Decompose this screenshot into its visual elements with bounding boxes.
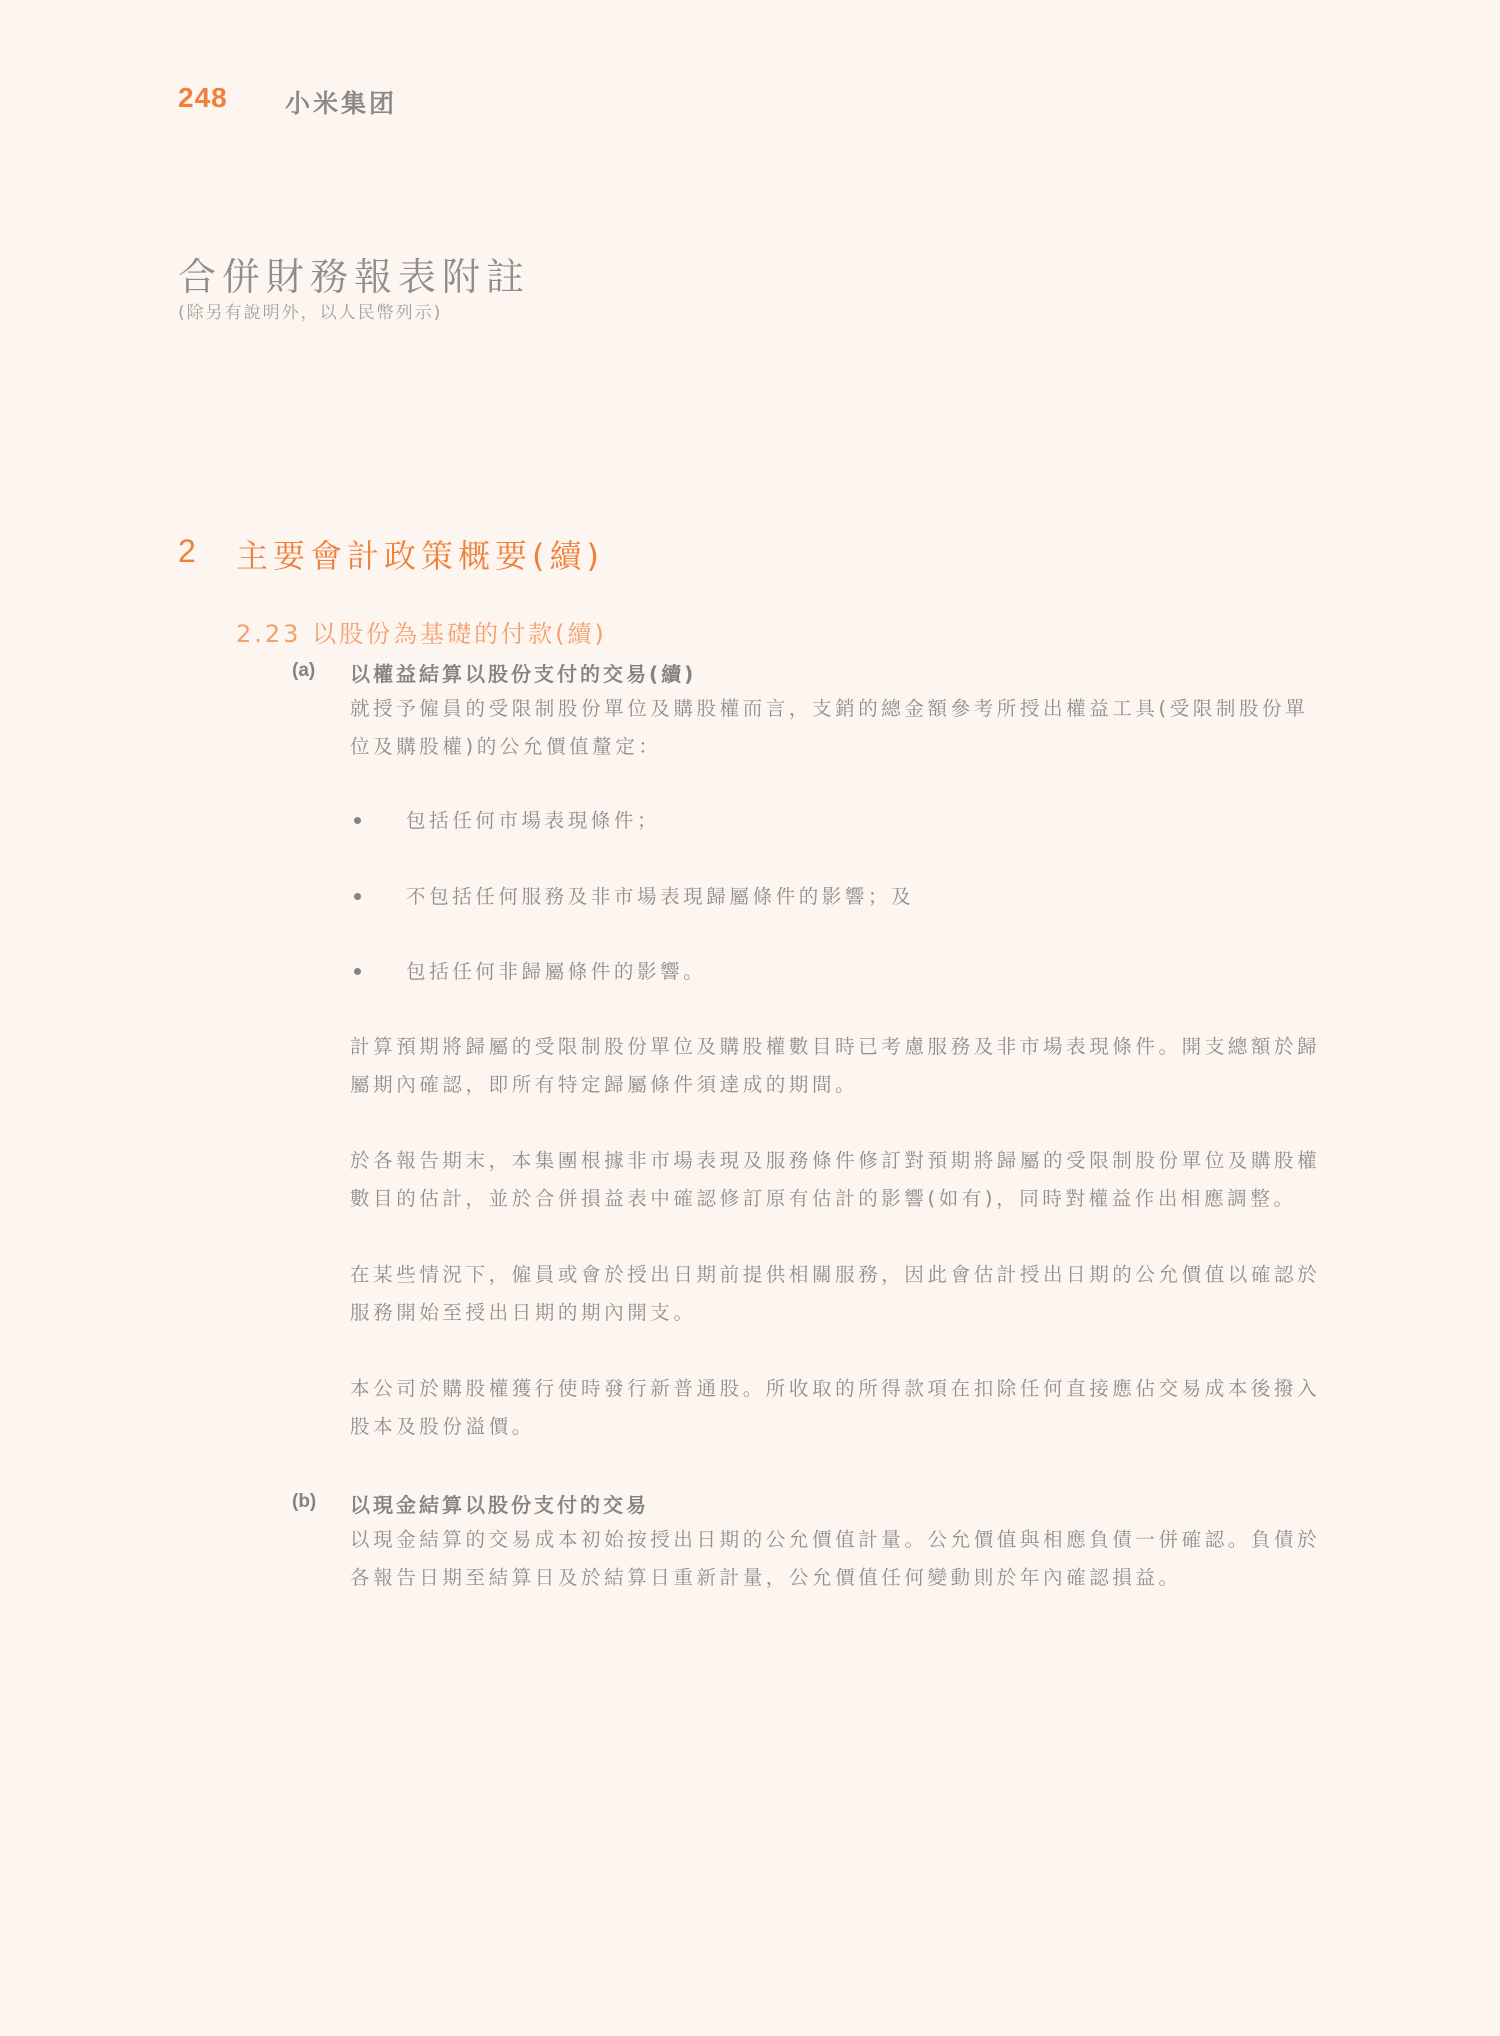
- section-number: 2: [178, 533, 196, 569]
- bullet-icon: [354, 893, 361, 900]
- subsection-title: 2.23 以股份為基礎的付款(續): [236, 620, 607, 648]
- section-title: 主要會計政策概要(續): [236, 537, 604, 575]
- item-a-paragraph-4: 本公司於購股權獲行使時發行新普通股。所收取的所得款項在扣除任何直接應佔交易成本後撥入股本及股份溢價。: [350, 1377, 1321, 1438]
- item-b-marker: (b): [292, 1491, 317, 1512]
- item-b-paragraph-1: 以現金結算的交易成本初始按授出日期的公允價值計量。公允價值與相應負債一併確認。負債於各報告日期至結算日及於結算日重新計量，公允價值任何變動則於年內確認損益。: [350, 1528, 1321, 1589]
- company-name: 小米集团: [285, 89, 398, 118]
- page-number: 248: [178, 82, 228, 113]
- item-b-heading: 以現金結算以股份支付的交易: [350, 1493, 649, 1517]
- item-a-paragraph-3: 在某些情況下，僱員或會於授出日期前提供相關服務，因此會估計授出日期的公允價值以確認於服務開始至授出日期的期內開支。: [350, 1263, 1321, 1324]
- item-a-intro-paragraph: 就授予僱員的受限制股份單位及購股權而言，支銷的總金額參考所授出權益工具(受限制股份單位及購股權)的公允價值釐定：: [350, 697, 1309, 758]
- item-a-heading: 以權益結算以股份支付的交易(續): [350, 662, 697, 686]
- item-a-paragraph-2: 於各報告期末，本集團根據非市場表現及服務條件修訂對預期將歸屬的受限制股份單位及購股權數目的估計，並於合併損益表中確認修訂原有估計的影響(如有)，同時對權益作出相應調整。: [350, 1149, 1321, 1210]
- document-subtitle: (除另有說明外，以人民幣列示): [178, 303, 443, 323]
- document-title: 合併財務報表附註: [178, 255, 531, 299]
- item-a-paragraph-1: 計算預期將歸屬的受限制股份單位及購股權數目時已考慮服務及非市場表現條件。開支總額於歸屬期內確認，即所有特定歸屬條件須達成的期間。: [350, 1035, 1321, 1096]
- bullet-icon: [354, 968, 361, 975]
- bullet-item-2: 不包括任何服務及非市場表現歸屬條件的影響；及: [406, 885, 915, 908]
- bullet-item-1: 包括任何市場表現條件；: [406, 809, 661, 832]
- bullet-item-3: 包括任何非歸屬條件的影響。: [406, 960, 707, 983]
- item-a-marker: (a): [292, 660, 316, 681]
- bullet-icon: [354, 817, 361, 824]
